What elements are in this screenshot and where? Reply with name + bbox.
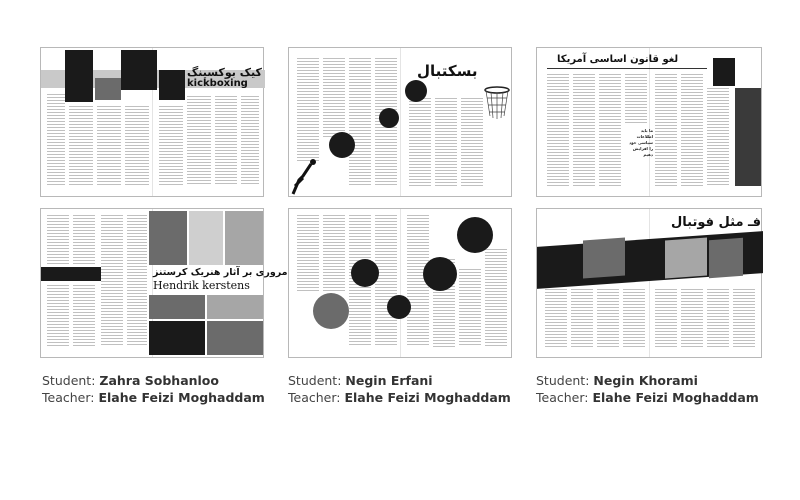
text-column [127,215,147,347]
spread-title-fa: فـ مثل فوتبال [671,215,761,230]
art-photo [149,211,187,265]
text-column [297,215,319,291]
portrait-photo [713,58,735,86]
caption-project-1 [42,372,265,406]
basketball-hoop-icon [483,86,511,122]
spread-sports-circles[interactable] [288,208,512,358]
text-column [571,289,593,347]
text-column [215,96,237,186]
football-photo [665,238,707,279]
text-column [125,106,149,186]
teacher-line [536,389,759,406]
student-line [536,372,759,389]
penguins-photo [189,211,223,265]
text-column [101,215,123,347]
text-column [47,215,69,265]
basketball-photo-circle [329,132,355,158]
text-column [73,285,95,347]
text-column [73,215,95,265]
text-column [459,269,481,347]
text-column [547,74,569,186]
text-column [707,289,729,347]
text-column [375,215,397,347]
art-photo [207,295,263,319]
teacher-name: Elahe Feizi Moghaddam [592,390,759,405]
gutter [649,48,650,196]
title-rule [547,68,707,69]
gutter [400,48,401,196]
teacher-label: Teacher: [536,390,589,405]
text-column [545,289,567,347]
spread-title-fa: مروری بر آثار هنریک کرستنز [153,267,288,278]
spread-kickboxing[interactable] [40,47,264,197]
text-column [297,58,319,162]
spread-title-fa: لغو قانون اساسی آمریکا [557,54,679,65]
teacher-line [288,389,511,406]
student-line [42,372,265,389]
text-column [69,106,93,186]
player-photo-circle [405,80,427,102]
text-column [323,215,345,291]
teacher-name: Elahe Feizi Moghaddam [98,390,265,405]
sport-photo-circle [351,259,379,287]
pull-quote: ما باید اطلاعات سیاسی خود را افزایش دهیم [629,128,653,157]
text-column [47,285,69,347]
spread-title-en: kickboxing [187,78,248,89]
spread-hendrik-kerstens[interactable] [40,208,288,358]
kickboxing-photo [121,50,157,90]
text-column [681,289,703,347]
student-label: Student: [536,373,590,388]
student-name: Zahra Sobhanloo [99,373,219,388]
art-photo [149,295,205,319]
kickboxing-photo [95,78,121,100]
football-photo [709,238,743,278]
text-column [435,98,457,186]
text-column [597,289,619,347]
spread-constitution[interactable] [536,47,762,197]
text-column [47,94,65,186]
sport-photo-circle [457,217,493,253]
gutter [649,209,650,357]
text-column [485,249,507,347]
text-column [187,96,211,186]
text-column [625,74,647,124]
dark-panel [735,88,761,186]
football-photo [583,238,625,279]
text-column [241,96,259,186]
kickboxing-photo [159,70,185,100]
text-column [159,106,183,186]
teacher-line [42,389,265,406]
text-column [409,98,431,186]
text-column [461,98,483,186]
teacher-label: Teacher: [288,390,341,405]
text-column [573,74,595,186]
spread-title-fa: بسکتبال [417,62,478,80]
kickboxing-photo [65,50,93,102]
text-column [623,289,645,347]
text-column [323,58,345,138]
gutter [400,209,401,357]
student-name: Negin Khorami [593,373,698,388]
caption-project-2 [288,372,511,406]
art-photo [149,321,205,355]
text-column [349,58,371,186]
sport-photo-circle [387,295,411,319]
text-column [655,289,677,347]
student-label: Student: [288,373,342,388]
black-strip [41,267,101,281]
player-photo-circle [379,108,399,128]
caption-project-3 [536,372,759,406]
student-line [288,372,511,389]
text-column [599,74,621,186]
sport-photo-circle [313,293,349,329]
text-column [707,88,729,186]
student-name: Negin Erfani [345,373,433,388]
sport-photo-circle [423,257,457,291]
spread-football[interactable] [536,208,762,358]
spread-basketball[interactable] [288,47,512,197]
text-column [681,74,703,186]
teacher-name: Elahe Feizi Moghaddam [344,390,511,405]
spread-title-fa: کیک بوکسینگ [187,66,262,79]
student-label: Student: [42,373,96,388]
teacher-label: Teacher: [42,390,95,405]
text-column [655,74,677,186]
art-photo [225,211,263,265]
text-column [733,289,755,347]
art-photo [207,321,263,355]
spread-title-en: Hendrik kerstens [153,279,250,292]
text-column [97,106,121,186]
basketball-player-icon [289,156,323,196]
